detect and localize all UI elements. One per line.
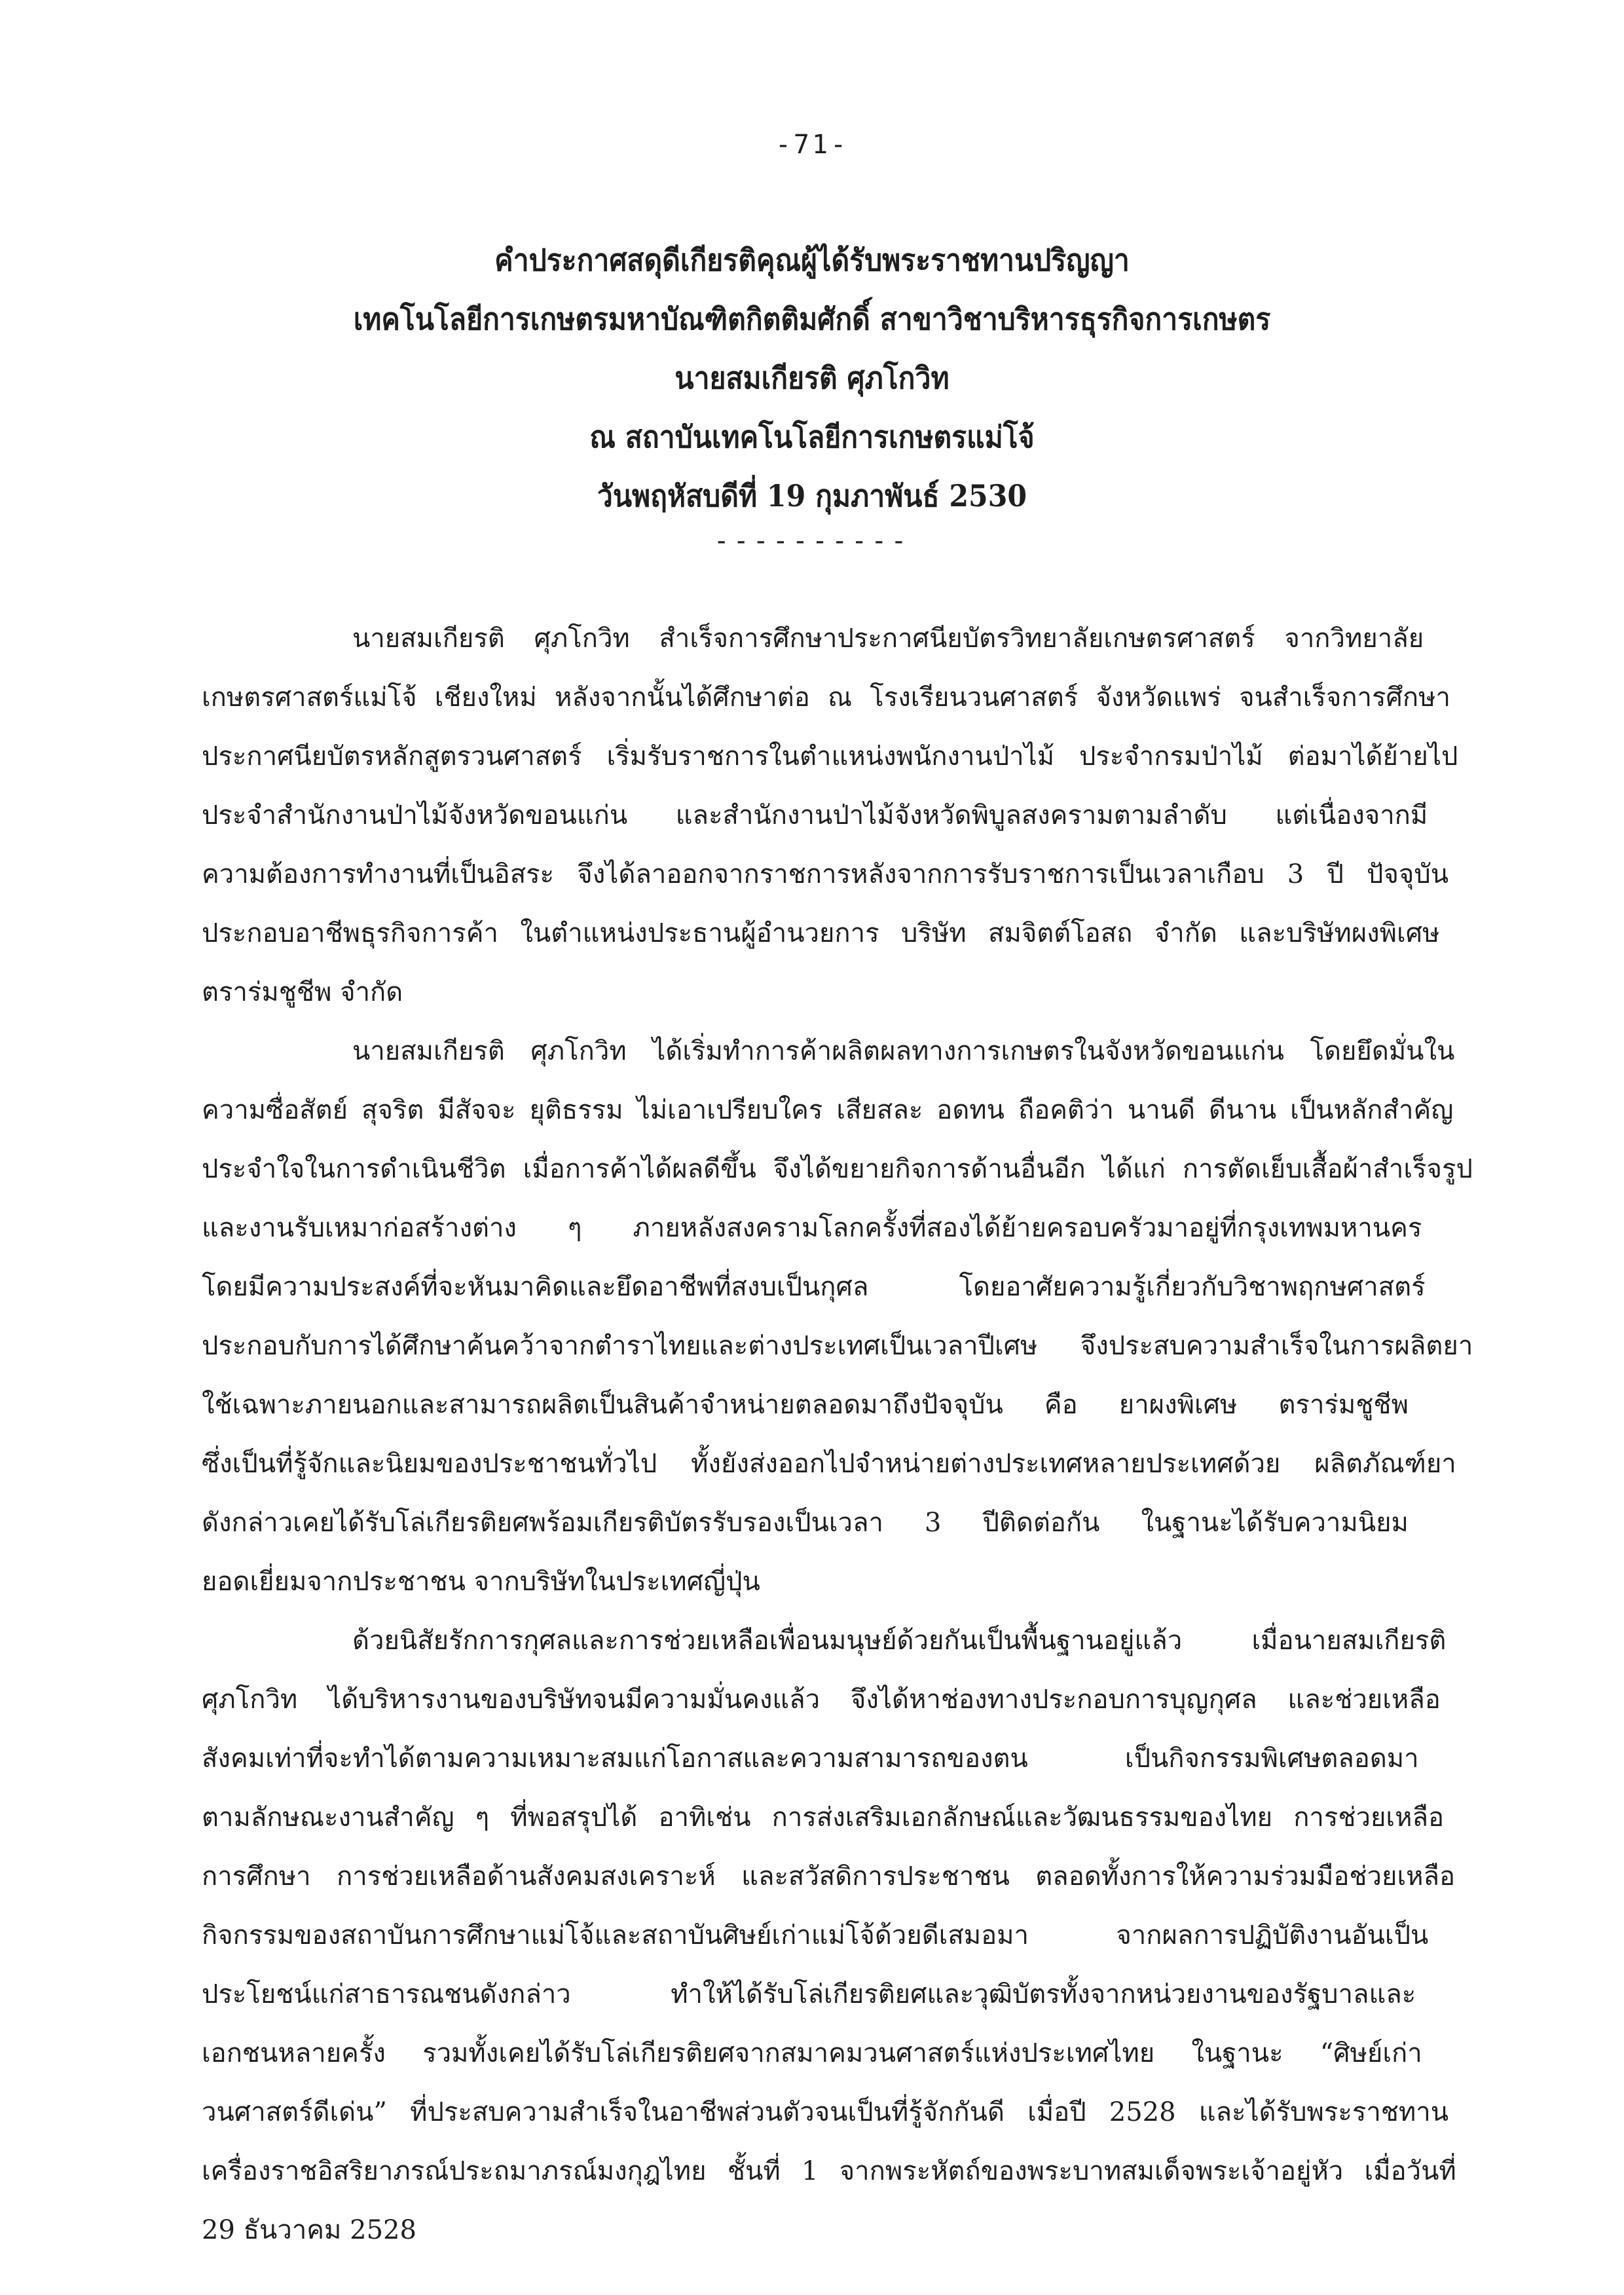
text-line: เกษตรศาสตร์แม่โจ้ เชียงใหม่ หลังจากนั้นได้ศึกษาต่อ ณ โรงเรียนวนศาสตร์ จังหวัดแพร่ จนสำเร็จการศึกษา (202, 682, 1450, 713)
heading-divider: ---------- (713, 526, 911, 556)
heading-line: คำประกาศสดุดีเกียรติคุณผู้ได้รับพระราชทานปริญญา (494, 242, 1130, 278)
text-line: ใช้เฉพาะภายนอกและสามารถผลิตเป็นสินค้าจำหน่ายตลอดมาถึงปัจจุบัน คือ ยาผงพิเศษ ตราร่มชูชีพ (202, 1390, 1409, 1420)
text-line: กิจกรรมของสถาบันการศึกษาแม่โจ้และสถาบันศิษย์เก่าแม่โจ้ด้วยดีเสมอมา จากผลการปฏิบัติงานอันเป็น (202, 1920, 1429, 1950)
text-line: ประโยชน์แก่สาธารณชนดังกล่าว ทำให้ได้รับโล่เกียรติยศและวุฒิบัตรทั้งจากหน่วยงานของรัฐบาลและ (202, 1979, 1416, 2009)
heading-line: เทคโนโลยีการเกษตรมหาบัณฑิตกิตติมศักดิ์ สาขาวิชาบริหารธุรกิจการเกษตร (353, 301, 1271, 337)
document-heading (0, 231, 1624, 554)
text-line: เอกชนหลายครั้ง รวมทั้งเคยได้รับโล่เกียรติยศจากสมาคมวนศาสตร์แห่งประเทศไทย ในฐานะ “ศิษย์เก่า (202, 2038, 1422, 2068)
text-line: วนศาสตร์ดีเด่น” ที่ประสบความสำเร็จในอาชีพส่วนตัวจนเป็นที่รู้จักกันดี เมื่อปี 2528 และได้รับพระราชทาน (202, 2097, 1449, 2127)
body-text (202, 609, 1507, 2260)
text-line: ประจำสำนักงานป่าไม้จังหวัดขอนแก่น และสำนักงานป่าไม้จังหวัดพิบูลสงครามตามลำดับ แต่เนื่องจากมี (202, 800, 1428, 830)
text-line: เครื่องราชอิสริยาภรณ์ประถมาภรณ์มงกุฎไทย ชั้นที่ 1 จากพระหัตถ์ของพระบาทสมเด็จพระเจ้าอยู่หัว เมื่อวันที่ (202, 2156, 1456, 2186)
page-number: -71- (775, 130, 849, 160)
text-line: การศึกษา การช่วยเหลือด้านสังคมสงเคราะห์ และสวัสดิการประชาชน ตลอดทั้งการให้ความร่วมมือช่วยเหลือ (202, 1861, 1456, 1892)
text-line: และงานรับเหมาก่อสร้างต่าง ๆ ภายหลังสงครามโลกครั้งที่สองได้ย้ายครอบครัวมาอยู่ที่กรุงเทพมหานคร (202, 1213, 1422, 1243)
text-line: นายสมเกียรติ ศุภโกวิท ได้เริ่มทำการค้าผลิตผลทางการเกษตรในจังหวัดขอนแก่น โดยยึดมั่นใน (352, 1036, 1455, 1066)
text-line: นายสมเกียรติ ศุภโกวิท สำเร็จการศึกษาประกาศนียบัตรวิทยาลัยเกษตรศาสตร์ จากวิทยาลัย (352, 624, 1424, 654)
text-line: ประกาศนียบัตรหลักสูตรวนศาสตร์ เริ่มรับราชการในตำแหน่งพนักงานป่าไม้ ประจำกรมป่าไม้ ต่อมาได้ย้ายไป (202, 741, 1458, 772)
text-line: ศุภโกวิท ได้บริหารงานของบริษัทจนมีความมั่นคงแล้ว จึงได้หาช่องทางประกอบการบุญกุศล และช่วยเหลือ (202, 1685, 1441, 1715)
text-line: ความซื่อสัตย์ สุจริต มีสัจจะ ยุติธรรม ไม่เอาเปรียบใคร เสียสละ อดทน ถือคติว่า นานดี ดีนาน เป็นหลักสำคัญ (202, 1095, 1454, 1125)
text-line: โดยมีความประสงค์ที่จะหันมาคิดและยึดอาชีพที่สงบเป็นกุศล โดยอาศัยความรู้เกี่ยวกับวิชาพฤกษศาสตร์ (202, 1272, 1426, 1302)
heading-line: วันพฤหัสบดีที่ 19 กุมภาพันธ์ 2530 (597, 478, 1027, 513)
text-line: ซึ่งเป็นที่รู้จักและนิยมของประชาชนทั่วไป ทั้งยังส่งออกไปจำหน่ายต่างประเทศหลายประเทศด้วย ผลิตภัณฑ์ยา (202, 1449, 1456, 1479)
text-line: ความต้องการทำงานที่เป็นอิสระ จึงได้ลาออกจากราชการหลังจากการรับราชการเป็นเวลาเกือบ 3 ปี ปัจจุบัน (202, 859, 1449, 889)
text-line: ตราร่มชูชีพ จำกัด (202, 977, 403, 1007)
heading-line: ณ สถาบันเทคโนโลยีการเกษตรแม่โจ้ (589, 419, 1035, 455)
text-line: 29 ธันวาคม 2528 (202, 2215, 416, 2245)
text-line: ยอดเยี่ยมจากประชาชน จากบริษัทในประเทศญี่ปุ่น (202, 1567, 760, 1597)
heading-line: นายสมเกียรติ ศุภโกวิท (674, 360, 950, 396)
text-line: ด้วยนิสัยรักการกุศลและการช่วยเหลือเพื่อนมนุษย์ด้วยกันเป็นพื้นฐานอยู่แล้ว เมื่อนายสมเกียรติ (352, 1626, 1447, 1656)
text-line: ประกอบกับการได้ศึกษาค้นคว้าจากตำราไทยและต่างประเทศเป็นเวลาปีเศษ จึงประสบความสำเร็จในการผลิตยา (202, 1331, 1473, 1361)
text-line: ตามลักษณะงานสำคัญ ๆ ที่พอสรุปได้ อาทิเช่น การส่งเสริมเอกลักษณ์และวัฒนธรรมของไทย การช่วยเหลือ (202, 1802, 1444, 1833)
text-line: ประกอบอาชีพธุรกิจการค้า ในตำแหน่งประธานผู้อำนวยการ บริษัท สมจิตต์โอสถ จำกัด และบริษัทผงพิเศษ (202, 918, 1440, 948)
text-line: สังคมเท่าที่จะทำได้ตามความเหมาะสมแก่โอกาสและความสามารถของตน เป็นกิจกรรมพิเศษตลอดมา (202, 1744, 1419, 1774)
text-line: ประจำใจในการดำเนินชีวิต เมื่อการค้าได้ผลดีขึ้น จึงได้ขยายกิจการด้านอื่นอีก ได้แก่ การตัดเย็บเสื้อผ้าสำเร็จรูป (202, 1154, 1473, 1184)
text-line: ดังกล่าวเคยได้รับโล่เกียรติยศพร้อมเกียรติบัตรรับรองเป็นเวลา 3 ปีติดต่อกัน ในฐานะได้รับความนิยม (202, 1508, 1409, 1538)
